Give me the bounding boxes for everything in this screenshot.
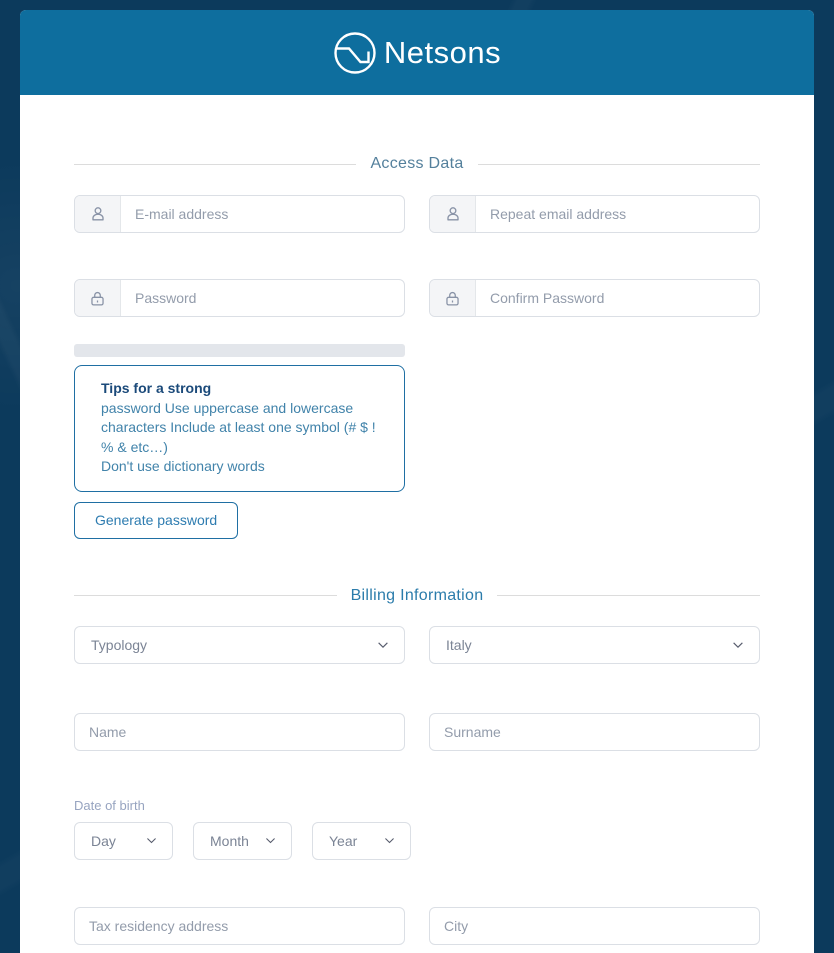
email-input[interactable] (121, 196, 404, 232)
repeat-email-input[interactable] (476, 196, 759, 232)
password-tips-box (74, 365, 405, 492)
page-header (20, 10, 814, 95)
dob-day-value: Day (91, 832, 116, 849)
chevron-down-icon (383, 834, 396, 847)
dob-label: Date of birth (74, 797, 145, 813)
password-strength-bar (74, 344, 405, 357)
chevron-down-icon (731, 638, 745, 652)
dob-year-select[interactable] (312, 822, 411, 860)
netsons-logo-icon (333, 31, 377, 75)
typology-select-value: Typology (91, 636, 148, 653)
chevron-down-icon (145, 834, 158, 847)
divider-line (74, 595, 337, 596)
chevron-down-icon (376, 638, 390, 652)
address-row (74, 907, 760, 945)
typology-country-row (74, 626, 760, 664)
divider-line (497, 595, 760, 596)
divider-line (478, 164, 760, 165)
name-row (74, 713, 760, 751)
lock-icon (430, 280, 476, 316)
access-data-title: Access Data (370, 155, 464, 172)
address-field-group (74, 907, 405, 945)
surname-input[interactable] (430, 714, 759, 750)
confirm-password-input[interactable] (476, 280, 759, 316)
name-input[interactable] (75, 714, 404, 750)
dob-section (74, 798, 760, 860)
country-select-value: Italy (446, 636, 472, 653)
password-row (74, 279, 760, 317)
dob-day-select[interactable] (74, 822, 173, 860)
registration-card (20, 10, 814, 953)
name-field-group (74, 713, 405, 751)
password-tips-footer: Don't use dictionary words (101, 458, 265, 474)
dob-year-value: Year (329, 832, 358, 849)
user-icon (75, 196, 121, 232)
password-field-group (74, 279, 405, 317)
generate-password-button[interactable]: Generate password (74, 502, 238, 539)
password-input[interactable] (121, 280, 404, 316)
password-helper-row (74, 317, 760, 539)
form-body (20, 95, 814, 953)
city-field-group (429, 907, 760, 945)
address-input[interactable] (75, 908, 404, 944)
dob-month-value: Month (210, 832, 249, 849)
billing-title: Billing Information (350, 586, 484, 604)
divider-line (74, 164, 356, 165)
chevron-down-icon (264, 834, 277, 847)
netsons-logo (333, 31, 501, 75)
surname-field-group (429, 713, 760, 751)
access-data-section-header (74, 153, 760, 175)
email-row (74, 195, 760, 233)
password-tips-body: password Use uppercase and lowercase characters Include at least one symbol (# $ ! % & etc…) (101, 399, 376, 455)
password-tips-title: Tips for a strong (101, 380, 212, 396)
email-field-group (74, 195, 405, 233)
dob-month-select[interactable] (193, 822, 292, 860)
billing-section-header (74, 585, 760, 607)
user-icon (430, 196, 476, 232)
city-input[interactable] (430, 908, 759, 944)
dob-row (74, 822, 760, 860)
netsons-logo-text: Netsons (383, 34, 502, 70)
country-select[interactable] (429, 626, 760, 664)
confirm-password-field-group (429, 279, 760, 317)
typology-select[interactable] (74, 626, 405, 664)
lock-icon (75, 280, 121, 316)
repeat-email-field-group (429, 195, 760, 233)
